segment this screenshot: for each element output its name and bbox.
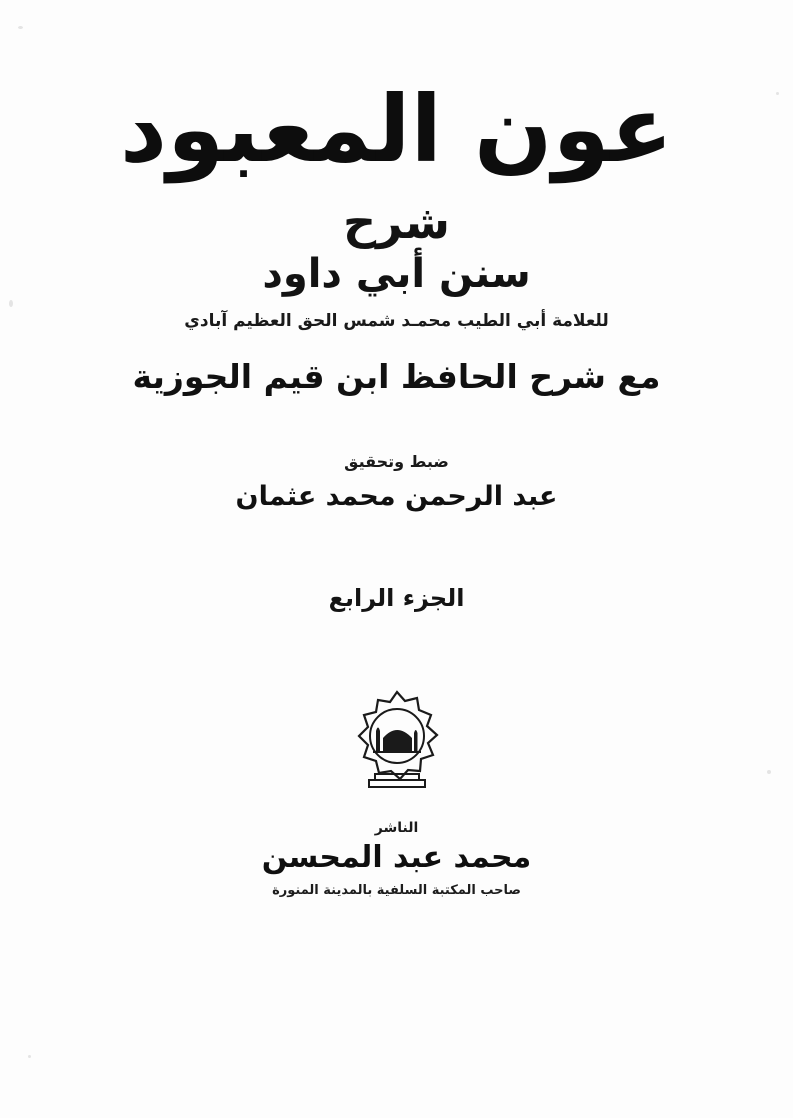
commentary-credit: مع شرح الحافظ ابن قيم الجوزية bbox=[132, 357, 661, 397]
publisher-emblem bbox=[345, 686, 449, 796]
volume-number: الجزء الرابع bbox=[328, 584, 465, 613]
editor-name: عبد الرحمن محمد عثمان bbox=[235, 481, 558, 513]
book-main-title: عون المعبود bbox=[119, 76, 674, 183]
original-author-credit: للعلامة أبي الطيب محمـد شمس الحق العظيم آبادي bbox=[184, 311, 609, 332]
editor-label: ضبط وتحقيق bbox=[344, 452, 449, 472]
scan-speck bbox=[18, 26, 23, 29]
publisher-name: محمد عبد المحسن bbox=[261, 840, 532, 876]
book-subtitle-sunan-abi-dawud: سنن أبي داود bbox=[262, 251, 531, 298]
publisher-description: صاحب المكتبة السلفية بالمدينة المنورة bbox=[272, 883, 521, 899]
scan-speck bbox=[28, 1055, 31, 1058]
publisher-label: الناشر bbox=[374, 820, 419, 837]
scan-speck bbox=[9, 300, 13, 307]
book-subtitle-sharh: شرح bbox=[343, 195, 451, 250]
mosque-dome-emblem-icon bbox=[345, 686, 449, 796]
scan-speck bbox=[767, 770, 771, 774]
scan-speck bbox=[776, 92, 779, 95]
